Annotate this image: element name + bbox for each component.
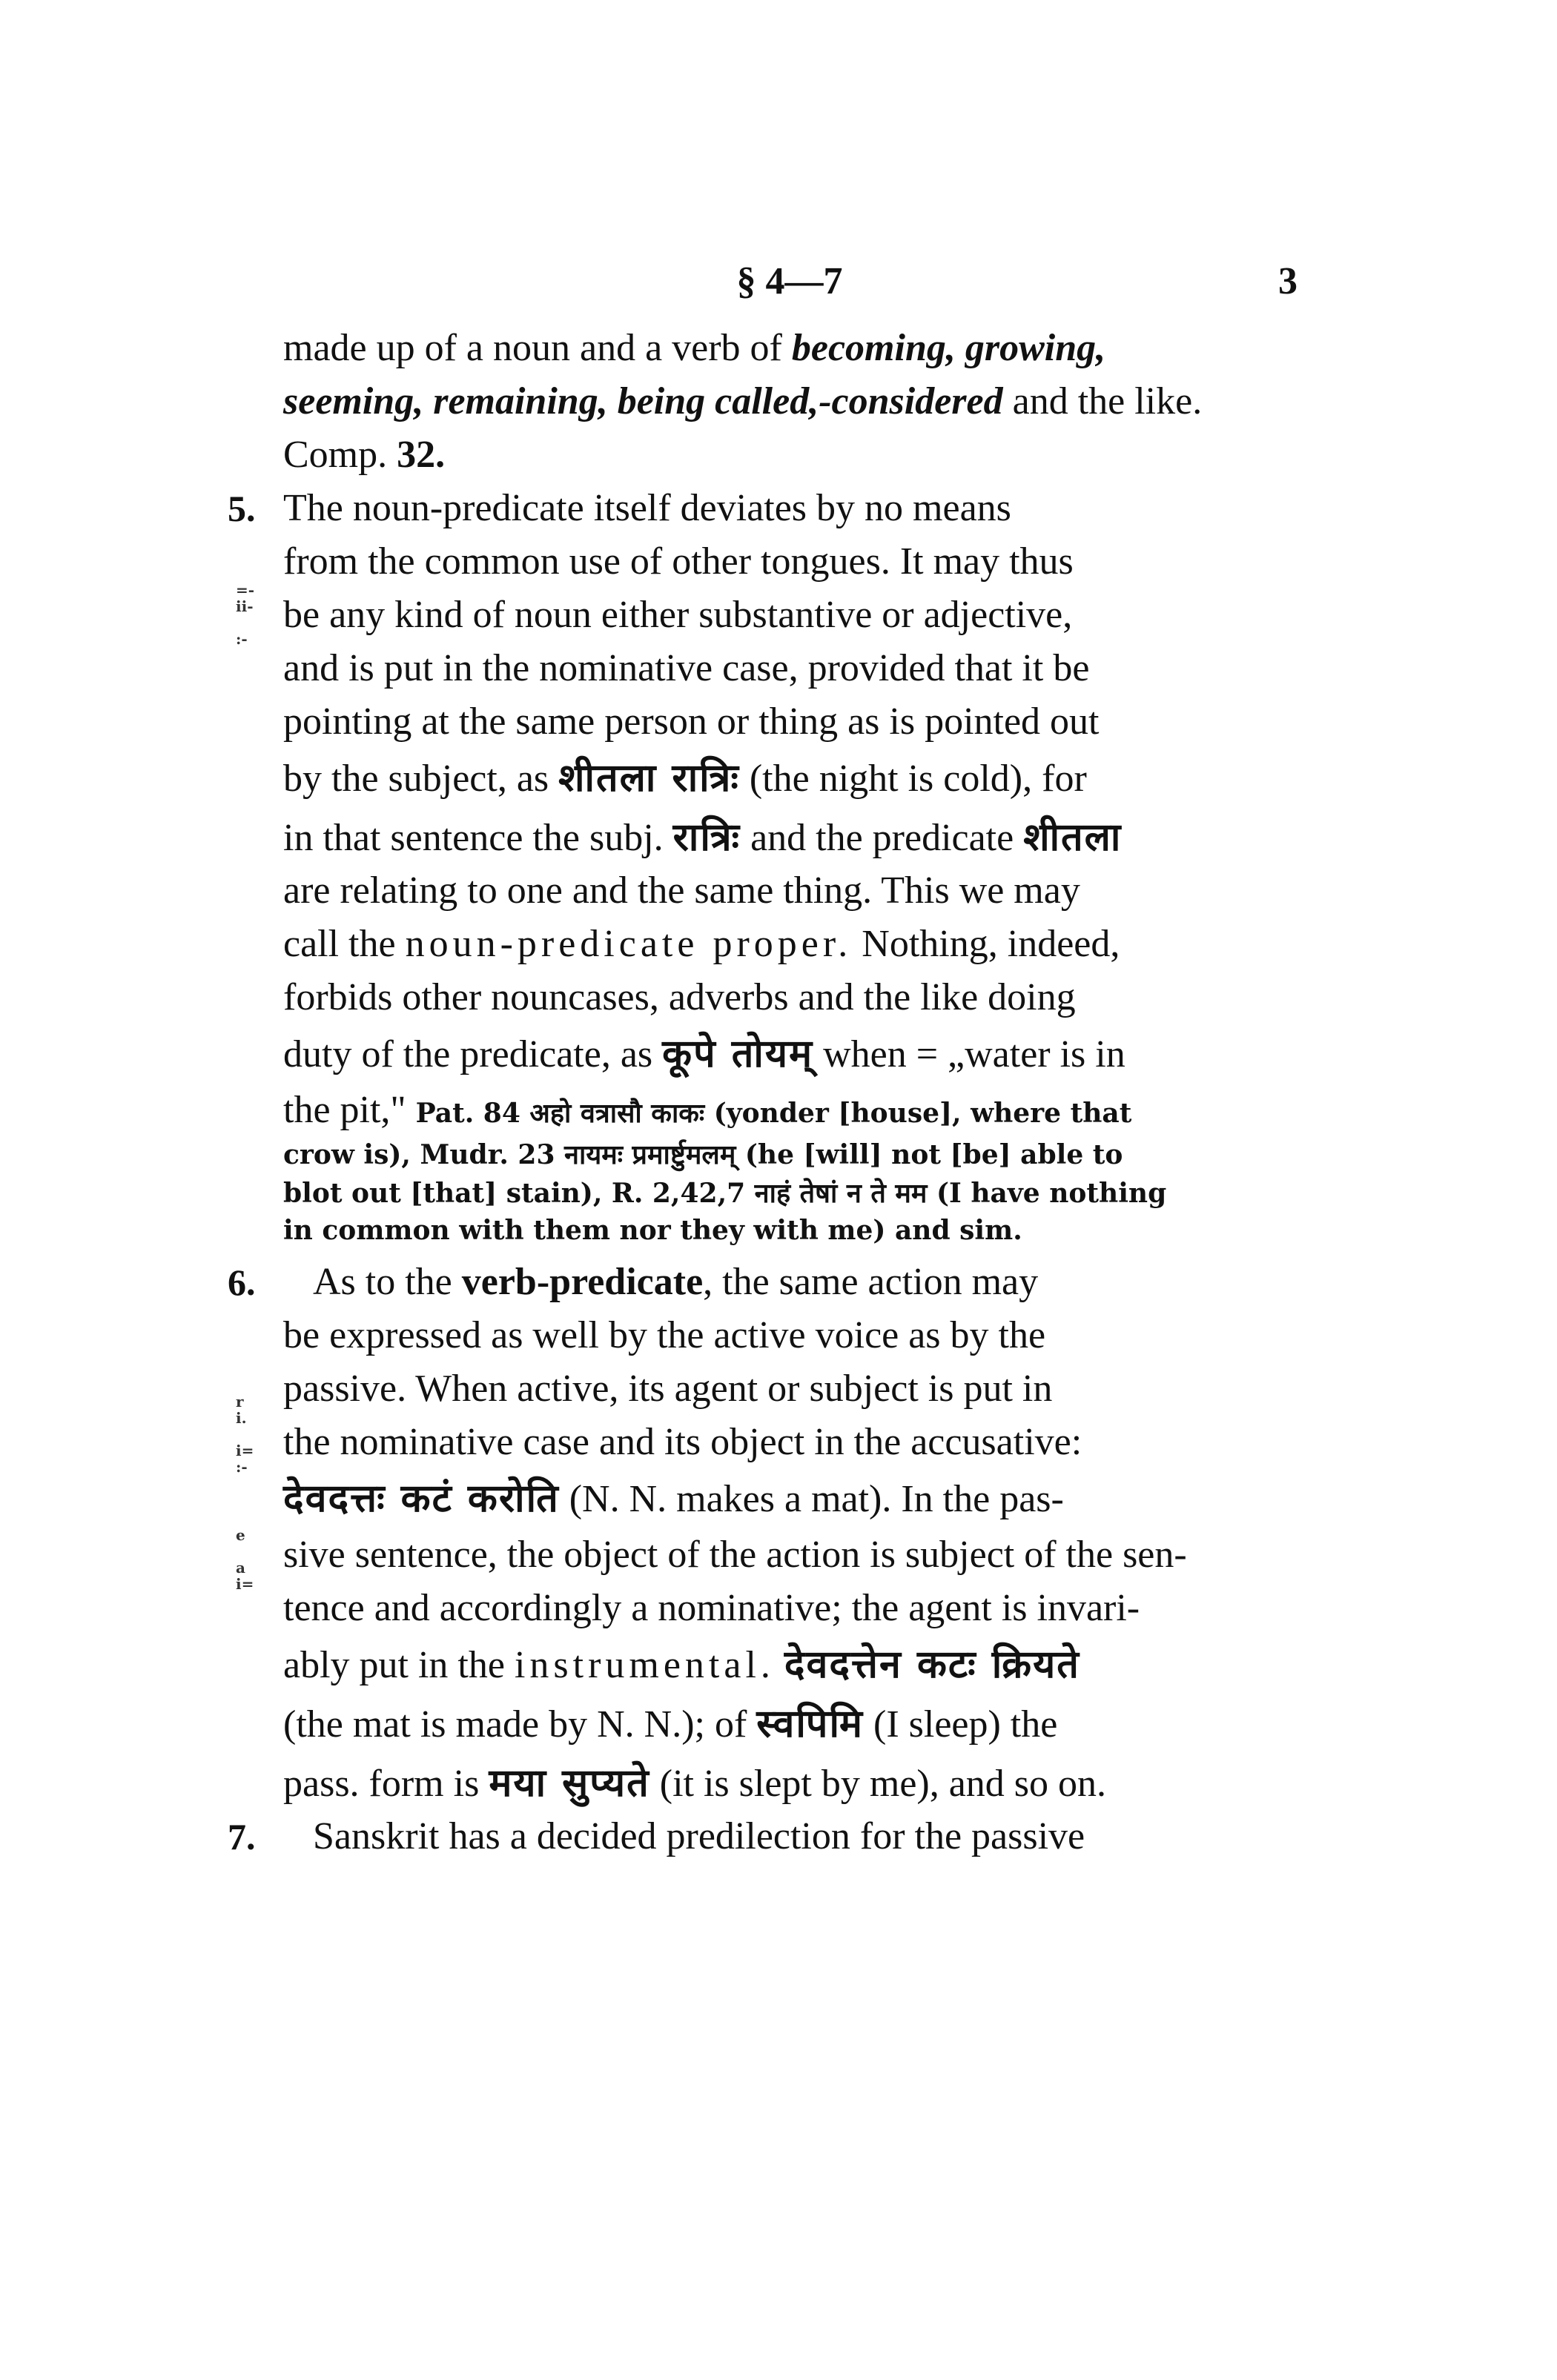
text-line: passive. When active, its agent or subject is put in xyxy=(283,1368,1053,1410)
text-line: and is put in the nominative case, provided that it be xyxy=(283,647,1090,689)
devanagari-phrase: शीतला रात्रिः xyxy=(558,756,740,800)
text-line: blot out [that] stain), R. 2,42,7 नाहं तेषां न ते मम (I have nothing xyxy=(283,1178,1167,1209)
text-line: duty of the predicate, as कूपे तोयम् when = „water is in xyxy=(283,1032,1125,1076)
text-line: in common with them nor they with me) and sim. xyxy=(283,1215,1022,1246)
paragraph-5-line: 5. The noun-predicate itself deviates by no means xyxy=(228,487,1011,529)
devanagari-phrase: स्वपिमि xyxy=(756,1702,865,1746)
text-line: are relating to one and the same thing. This we may xyxy=(283,869,1080,912)
devanagari-phrase: देवदत्तः कटं करोति xyxy=(283,1476,560,1521)
devanagari-phrase: देवदत्तेन कटः क्रियते xyxy=(784,1643,1080,1687)
text-line: be expressed as well by the active voice as by the xyxy=(283,1314,1046,1356)
text-line: seeming, remaining, being called,-considered and the like. xyxy=(283,380,1203,422)
text-line: in that sentence the subj. रात्रिः and the predicate शीतला xyxy=(283,815,1123,860)
text-line: by the subject, as शीतला रात्रिः (the night is cold), for xyxy=(283,756,1087,800)
text-line: Comp. 32. xyxy=(283,434,446,476)
devanagari-phrase: कूपे तोयम् xyxy=(662,1032,814,1076)
text-line: the pit," Pat. 84 अहो वत्रासौ काकः (yonder [house], where that xyxy=(283,1089,1132,1131)
paragraph-7-line: 7. Sanskrit has a decided predilection for the passive xyxy=(228,1815,1085,1857)
text-line: forbids other nouncases, adverbs and the like doing xyxy=(283,976,1076,1018)
devanagari-phrase: शीतला xyxy=(1023,815,1123,860)
page-header xyxy=(282,259,1298,311)
text-line: (the mat is made by N. N.); of स्वपिमि (I sleep) the xyxy=(283,1702,1058,1746)
text-line: tence and accordingly a nominative; the agent is invari- xyxy=(283,1587,1140,1629)
paragraph-6-line: 6. As to the verb-predicate, the same action may xyxy=(228,1261,1039,1303)
text-line: pass. form is मया सुप्यते (it is slept by me), and so on. xyxy=(283,1761,1107,1806)
text-line: ably put in the instrumental. देवदत्तेन कटः क्रियते xyxy=(283,1643,1080,1687)
text-line: made up of a noun and a verb of becoming, growing, xyxy=(283,327,1106,369)
margin-marks: r i. i= :- xyxy=(236,1393,254,1476)
devanagari-phrase: मया सुप्यते xyxy=(489,1761,650,1806)
page-number: 3 xyxy=(1278,260,1298,302)
text-line: sive sentence, the object of the action is subject of the sen- xyxy=(283,1534,1187,1576)
devanagari-phrase: रात्रिः xyxy=(672,815,741,860)
margin-marks: e a i= xyxy=(236,1526,254,1593)
paragraph-number: 5. xyxy=(228,488,256,529)
text-line: call the noun-predicate proper. Nothing, indeed, xyxy=(283,923,1120,965)
paragraph-number: 6. xyxy=(228,1262,256,1303)
text-line: the nominative case and its object in the accusative: xyxy=(283,1421,1082,1463)
text-line: be any kind of noun either substantive or adjective, xyxy=(283,594,1073,636)
text-line: pointing at the same person or thing as is pointed out xyxy=(283,700,1100,743)
text-line: crow is), Mudr. 23 नायमः प्रमार्ष्टुमलम् (he [will] not [be] able to xyxy=(283,1139,1123,1170)
section-reference: § 4—7 xyxy=(736,260,843,302)
text-line: from the common use of other tongues. It may thus xyxy=(283,540,1074,583)
margin-marks: =- ii- :- xyxy=(236,581,255,648)
paragraph-number: 7. xyxy=(228,1816,256,1857)
text-line: देवदत्तः कटं करोति (N. N. makes a mat). In the pas- xyxy=(283,1476,1064,1521)
